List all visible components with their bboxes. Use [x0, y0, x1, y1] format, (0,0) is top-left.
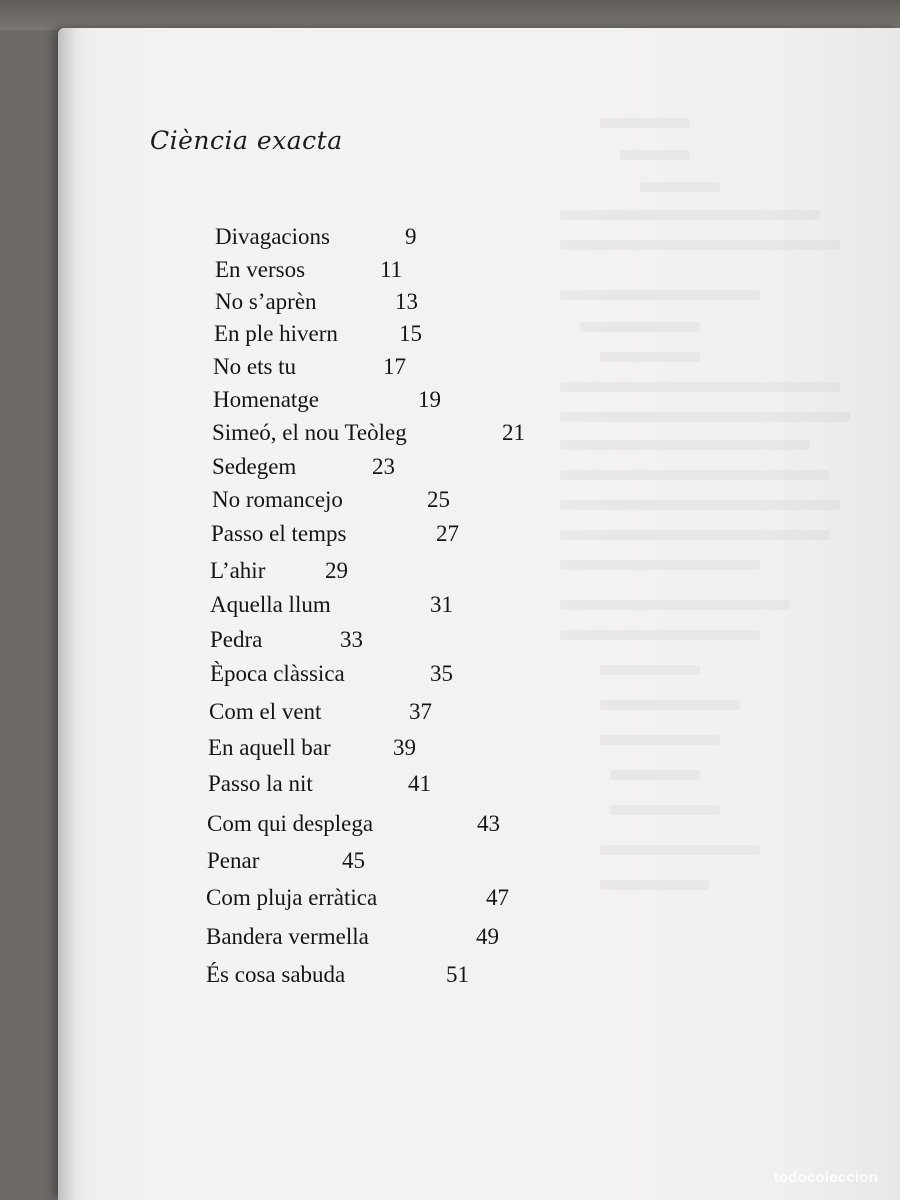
toc-entry-page-number: 51 [446, 962, 469, 987]
toc-entry-page-number: 29 [325, 558, 348, 583]
toc-entry [208, 735, 416, 761]
toc-entry-title: Com pluja erràtica [206, 885, 378, 910]
section-title: Ciència exacta [150, 126, 343, 155]
show-through-line [580, 322, 700, 332]
toc-entry-title: Homenatge [213, 387, 320, 412]
show-through-line [610, 805, 720, 815]
toc-entry-title: Passo la nit [208, 771, 313, 796]
show-through-line [560, 470, 830, 480]
toc-entry [214, 321, 422, 347]
show-through-line [560, 412, 850, 422]
show-through-line [600, 735, 720, 745]
toc-entry-title: Època clàssica [210, 661, 345, 686]
toc-entry-title: Aquella llum [210, 592, 331, 617]
toc-entry-page-number: 21 [502, 420, 525, 445]
toc-entry [213, 387, 441, 413]
show-through-line [560, 600, 790, 610]
show-through-line [600, 665, 700, 675]
toc-entry [206, 885, 509, 911]
show-through-line [560, 440, 810, 450]
toc-entry-page-number: 19 [418, 387, 441, 412]
toc-entry [206, 924, 499, 950]
toc-entry-title: Com qui desplega [207, 811, 374, 836]
background-surface [0, 0, 900, 30]
page-gutter-shadow [58, 28, 76, 1200]
toc-entry-title: En versos [215, 257, 306, 282]
toc-entry [208, 771, 431, 797]
toc-entry [213, 354, 406, 380]
toc-entry-title: No s’aprèn [215, 289, 317, 314]
toc-entry-title: Com el vent [209, 699, 322, 724]
toc-entry [207, 811, 500, 837]
toc-entry [212, 420, 525, 446]
show-through-line [560, 560, 760, 570]
toc-entry-page-number: 43 [477, 811, 500, 836]
toc-entry-title: Bandera vermella [206, 924, 369, 949]
book-page [58, 28, 900, 1200]
show-through-line [600, 118, 690, 128]
watermark-logo: todocoleccion [773, 1169, 878, 1186]
toc-entry [215, 257, 403, 283]
toc-entry-page-number: 45 [342, 848, 365, 873]
toc-entry [210, 627, 363, 653]
show-through-line [640, 182, 720, 192]
toc-entry-page-number: 49 [476, 924, 499, 949]
show-through-line [620, 150, 690, 160]
show-through-line [600, 880, 710, 890]
toc-entry-page-number: 13 [395, 289, 418, 314]
toc-entry-page-number: 23 [372, 454, 395, 479]
toc-entry-page-number: 35 [430, 661, 453, 686]
toc-entry-title: En ple hivern [214, 321, 338, 346]
toc-entry-page-number: 37 [409, 699, 432, 724]
show-through-line [600, 700, 740, 710]
toc-entry-title: No romancejo [212, 487, 343, 512]
toc-entry [210, 558, 348, 584]
toc-entry [209, 699, 432, 725]
toc-entry-page-number: 47 [486, 885, 509, 910]
toc-entry-title: L’ahir [210, 558, 266, 583]
toc-entry-title: Simeó, el nou Teòleg [212, 420, 407, 445]
toc-entry-page-number: 15 [399, 321, 422, 346]
toc-entry-title: Sedegem [212, 454, 297, 479]
toc-entry [210, 661, 453, 687]
toc-entry-title: En aquell bar [208, 735, 331, 760]
toc-entry-page-number: 17 [383, 354, 406, 379]
toc-entry [211, 521, 459, 547]
show-through-line [610, 770, 700, 780]
show-through-line [560, 500, 840, 510]
toc-entry-page-number: 31 [430, 592, 453, 617]
show-through-line [600, 352, 700, 362]
toc-entry [212, 454, 395, 480]
toc-entry-title: Divagacions [215, 224, 330, 249]
toc-entry [215, 289, 418, 315]
toc-entry-page-number: 41 [408, 771, 431, 796]
toc-entry-title: Penar [207, 848, 260, 873]
toc-entry [206, 962, 469, 988]
toc-entry-page-number: 11 [380, 257, 403, 282]
toc-entry [215, 224, 417, 250]
toc-entry-title: No ets tu [213, 354, 297, 379]
toc-entry-title: Pedra [210, 627, 263, 652]
toc-entry-page-number: 39 [393, 735, 416, 760]
show-through-line [560, 630, 760, 640]
toc-entry [212, 487, 450, 513]
toc-entry-page-number: 33 [340, 627, 363, 652]
toc-entry-title: Passo el temps [211, 521, 347, 546]
toc-entry [207, 848, 365, 874]
toc-entry-page-number: 9 [405, 224, 417, 249]
toc-entry-title: És cosa sabuda [206, 962, 346, 987]
show-through-line [560, 290, 760, 300]
toc-entry [210, 592, 453, 618]
show-through-line [560, 530, 830, 540]
show-through-line [560, 210, 820, 220]
show-through-line [560, 240, 840, 250]
toc-entry-page-number: 25 [427, 487, 450, 512]
show-through-line [560, 382, 840, 392]
toc-entry-page-number: 27 [436, 521, 459, 546]
show-through-line [600, 845, 760, 855]
